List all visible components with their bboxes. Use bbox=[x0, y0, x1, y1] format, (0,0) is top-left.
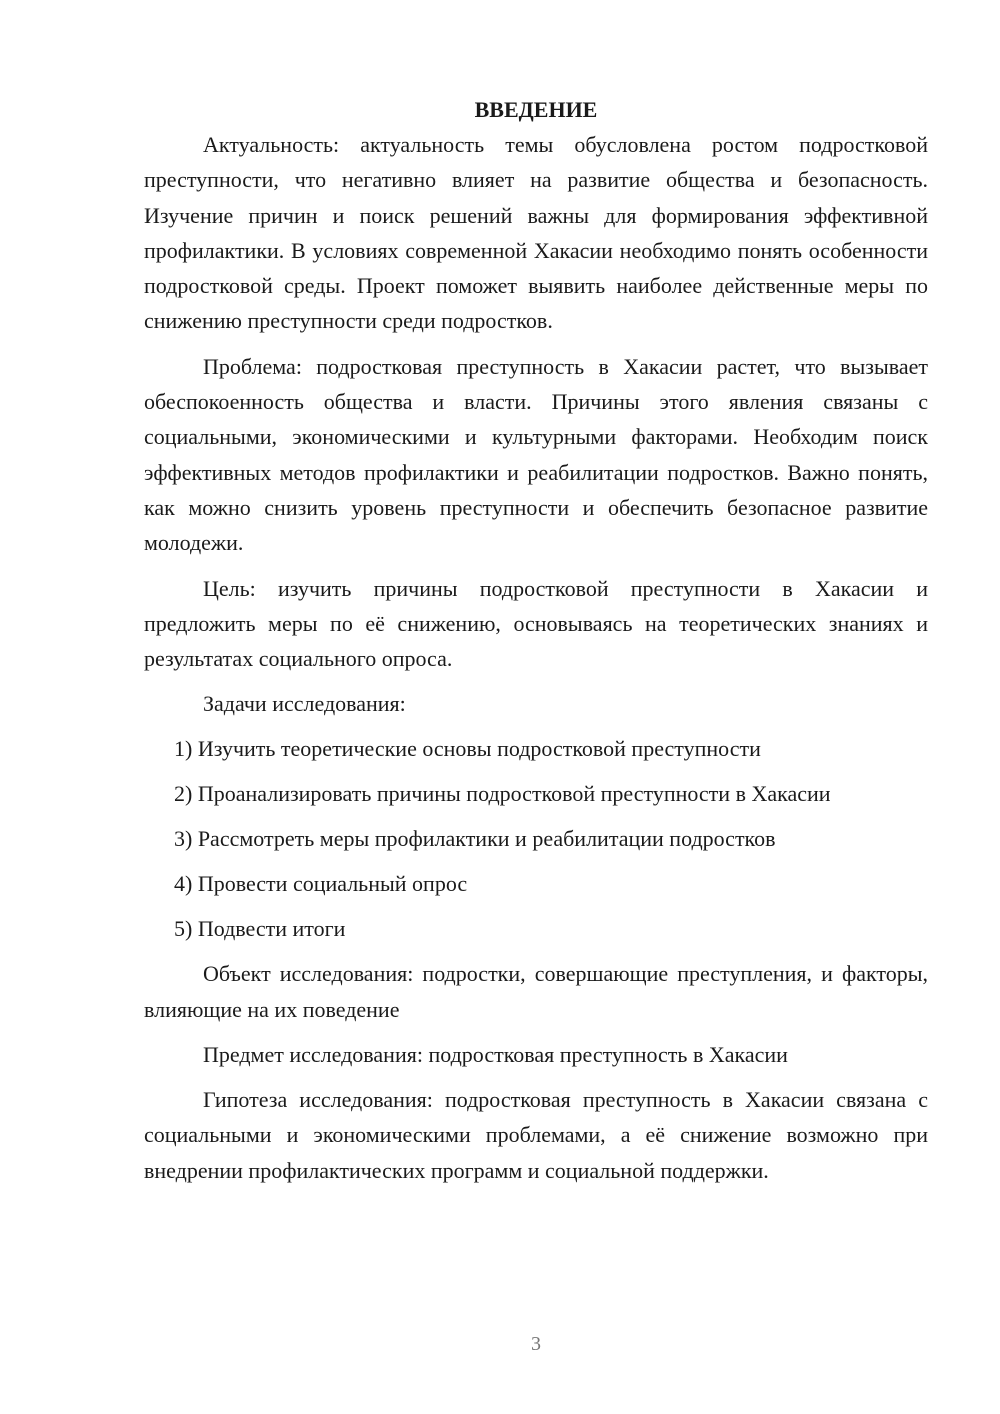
page-number: 3 bbox=[531, 1333, 541, 1355]
list-item: 2) Проанализировать причины подростковой преступности в Хакасии bbox=[174, 781, 831, 807]
page-title: ВВЕДЕНИЕ bbox=[474, 97, 598, 122]
list-item: 5) Подвести итоги bbox=[174, 916, 346, 942]
document-page bbox=[144, 92, 928, 1188]
list-item: 3) Рассмотреть меры профилактики и реабилитации подростков bbox=[174, 826, 776, 852]
subject-paragraph: Предмет исследования: подростковая преступность в Хакасии bbox=[203, 1042, 788, 1068]
object-paragraph: Объект исследования: подростки, совершающие преступления, и факторы, влияющие на их поведение bbox=[144, 961, 928, 1022]
tasks-heading: Задачи исследования: bbox=[203, 691, 406, 717]
relevance-paragraph: Актуальность: актуальность темы обусловлена ростом подростковой преступности, что негативно влияет на развитие общества и безопасность. Изучение причин и поиск решений важны для формирования эффективной профилактики. В условиях современной Хакасии необходимо понять особенности подростковой среды. Проект поможет выявить наиболее действенные меры по снижению преступности среди подростков. bbox=[144, 132, 928, 334]
list-item: 1) Изучить теоретические основы подростковой преступности bbox=[174, 736, 761, 762]
hypothesis-paragraph: Гипотеза исследования: подростковая преступность в Хакасии связана с социальными и экономическими проблемами, а её снижение возможно при внедрении профилактических программ и социальной поддержки. bbox=[144, 1087, 928, 1183]
tasks-list bbox=[144, 731, 928, 946]
list-item: 4) Провести социальный опрос bbox=[174, 871, 468, 897]
goal-paragraph: Цель: изучить причины подростковой преступности в Хакасии и предложить меры по её снижению, основываясь на теоретических знаниях и результатах социального опроса. bbox=[144, 575, 928, 672]
problem-paragraph: Проблема: подростковая преступность в Хакасии растет, что вызывает обеспокоенность общества и власти. Причины этого явления связаны с социальными, экономическими и культурными факторами. Необходим поиск эффективных методов профилактики и реабилитации подростков. Важно понять, как можно снизить уровень преступности и обеспечить безопасное развитие молодежи. bbox=[144, 353, 928, 556]
